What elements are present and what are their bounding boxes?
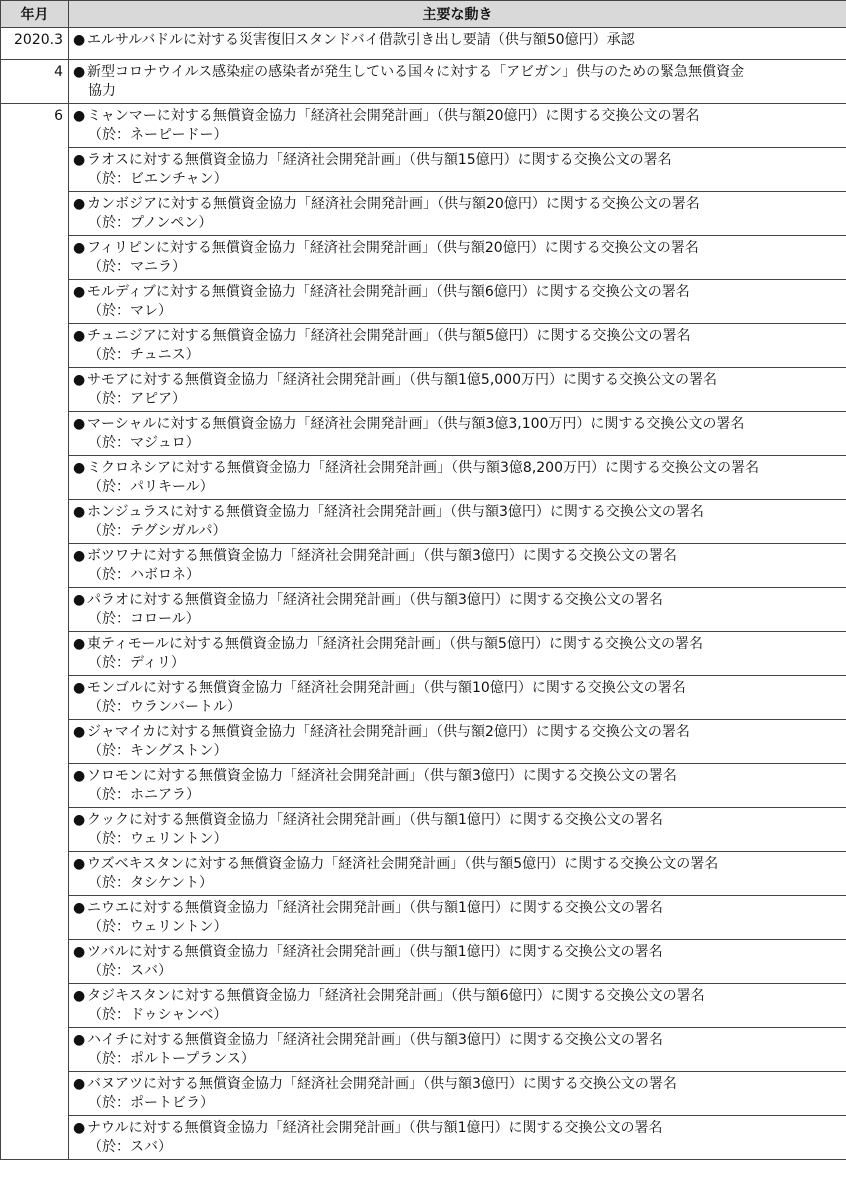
list-item — [69, 895, 846, 939]
item-text-continued: （於：マジュロ） — [88, 435, 200, 451]
item-text: ボツワナに対する無償資金協力「経済社会開発計画」（供与額3億円）に関する交換公文の署名 — [87, 548, 677, 564]
bullet-icon: ● — [73, 636, 86, 652]
item-text-continued: （於：ホニアラ） — [88, 787, 200, 803]
table-row — [1, 60, 846, 104]
bullet-icon: ● — [73, 284, 86, 300]
list-item — [69, 587, 846, 631]
table-row — [1, 104, 846, 1160]
list-item — [69, 455, 846, 499]
item-text: ミクロネシアに対する無償資金協力「経済社会開発計画」（供与額3億8,200万円）に関する交換公文の署名 — [87, 460, 759, 476]
item-text: サモアに対する無償資金協力「経済社会開発計画」（供与額1億5,000万円）に関する交換公文の署名 — [87, 372, 717, 388]
item-text-continued: （於：ポートビラ） — [88, 1095, 214, 1111]
list-item — [69, 235, 846, 279]
column-header-moves: 主要な動き — [69, 1, 846, 28]
row-moves — [69, 28, 846, 60]
item-text-continued: （於：タシケント） — [88, 875, 214, 891]
item-text: マーシャルに対する無償資金協力「経済社会開発計画」（供与額3億3,100万円）に関する交換公文の署名 — [87, 416, 745, 432]
item-text-continued: （於：ビエンチャン） — [88, 171, 228, 187]
item-text-continued: 協力 — [88, 83, 116, 99]
item-text-continued: （於：ハボロネ） — [88, 567, 200, 583]
item-text-continued: （於：ウェリントン） — [88, 831, 228, 847]
item-text: ミャンマーに対する無償資金協力「経済社会開発計画」（供与額20億円）に関する交換公文の署名 — [87, 108, 700, 124]
item-text: モンゴルに対する無償資金協力「経済社会開発計画」（供与額10億円）に関する交換公文の署名 — [87, 680, 686, 696]
bullet-icon: ● — [73, 1076, 86, 1092]
list-item — [69, 939, 846, 983]
item-text-continued: （於：スバ） — [88, 1139, 172, 1155]
item-text-continued: （於：ドゥシャンベ） — [88, 1007, 228, 1023]
list-item — [69, 279, 846, 323]
list-item — [69, 411, 846, 455]
item-text-continued: （於：テグシガルパ） — [88, 523, 227, 539]
bullet-icon: ● — [73, 32, 86, 48]
item-text: ラオスに対する無償資金協力「経済社会開発計画」（供与額15億円）に関する交換公文の署名 — [87, 152, 672, 168]
bullet-icon: ● — [73, 988, 86, 1004]
list-item — [69, 191, 846, 235]
list-item — [69, 147, 846, 191]
item-text-continued: （於：ウェリントン） — [88, 919, 228, 935]
item-text: ソロモンに対する無償資金協力「経済社会開発計画」（供与額3億円）に関する交換公文の署名 — [87, 768, 677, 784]
item-text: 新型コロナウイルス感染症の感染者が発生している国々に対する「アビガン」供与のための緊急無償資金 — [87, 64, 745, 80]
item-text-continued: （於：スバ） — [88, 963, 172, 979]
item-text: パラオに対する無償資金協力「経済社会開発計画」（供与額3億円）に関する交換公文の署名 — [87, 592, 663, 608]
item-text: 東ティモールに対する無償資金協力「経済社会開発計画」（供与額5億円）に関する交換公文の署名 — [87, 636, 703, 652]
bullet-icon: ● — [73, 108, 86, 124]
bullet-icon: ● — [73, 768, 86, 784]
row-date: 2020.3 — [1, 28, 69, 60]
item-text-continued: （於：マニラ） — [88, 259, 186, 275]
list-item — [69, 1115, 846, 1159]
bullet-icon: ● — [73, 548, 86, 564]
item-text-continued: （於：ウランバートル） — [88, 699, 242, 715]
item-text: カンボジアに対する無償資金協力「経済社会開発計画」（供与額20億円）に関する交換公文の署名 — [87, 196, 700, 212]
bullet-icon: ● — [73, 152, 86, 168]
bullet-icon: ● — [73, 592, 86, 608]
list-item — [69, 1027, 846, 1071]
bullet-icon: ● — [73, 416, 86, 432]
list-item — [69, 1071, 846, 1115]
item-text-continued: （於：キングストン） — [88, 743, 228, 759]
list-item — [69, 60, 846, 103]
bullet-icon: ● — [73, 504, 86, 520]
list-item — [69, 631, 846, 675]
item-text: エルサルバドルに対する災害復旧スタンドバイ借款引き出し要請（供与額50億円）承認 — [87, 32, 635, 48]
item-text: チュニジアに対する無償資金協力「経済社会開発計画」（供与額5億円）に関する交換公文の署名 — [87, 328, 691, 344]
bullet-icon: ● — [73, 812, 86, 828]
list-item — [69, 499, 846, 543]
list-item — [69, 323, 846, 367]
list-item — [69, 719, 846, 763]
bullet-icon: ● — [73, 944, 86, 960]
bullet-icon: ● — [73, 724, 86, 740]
item-text-continued: （於：アピア） — [88, 391, 186, 407]
column-header-month: 年月 — [1, 1, 69, 28]
list-item — [69, 367, 846, 411]
bullet-icon: ● — [73, 64, 86, 80]
bullet-icon: ● — [73, 1032, 86, 1048]
item-text: ジャマイカに対する無償資金協力「経済社会開発計画」（供与額2億円）に関する交換公文の署名 — [87, 724, 690, 740]
list-item — [69, 675, 846, 719]
bullet-icon: ● — [73, 372, 86, 388]
list-item — [69, 807, 846, 851]
bullet-icon: ● — [73, 328, 86, 344]
bullet-icon: ● — [73, 856, 86, 872]
item-text: クックに対する無償資金協力「経済社会開発計画」（供与額1億円）に関する交換公文の署名 — [87, 812, 663, 828]
item-text-continued: （於：ポルトープランス） — [88, 1051, 255, 1067]
item-text-continued: （於：パリキール） — [88, 479, 214, 495]
item-text: ホンジュラスに対する無償資金協力「経済社会開発計画」（供与額3億円）に関する交換公文の署名 — [87, 504, 704, 520]
item-text-continued: （於：コロール） — [88, 611, 200, 627]
table-row — [1, 28, 846, 60]
list-item — [69, 28, 846, 52]
bullet-icon: ● — [73, 460, 86, 476]
item-text: モルディブに対する無償資金協力「経済社会開発計画」（供与額6億円）に関する交換公文の署名 — [87, 284, 690, 300]
row-moves — [69, 60, 846, 104]
item-text: ニウエに対する無償資金協力「経済社会開発計画」（供与額1億円）に関する交換公文の署名 — [87, 900, 663, 916]
list-item — [69, 763, 846, 807]
bullet-icon: ● — [73, 1120, 86, 1136]
item-text: フィリピンに対する無償資金協力「経済社会開発計画」（供与額20億円）に関する交換公文の署名 — [87, 240, 699, 256]
item-text-continued: （於：ネーピードー） — [88, 127, 228, 143]
item-text-continued: （於：マレ） — [88, 303, 172, 319]
item-text: ハイチに対する無償資金協力「経済社会開発計画」（供与額3億円）に関する交換公文の署名 — [87, 1032, 663, 1048]
item-text-continued: （於：ディリ） — [88, 655, 185, 671]
item-text: ツバルに対する無償資金協力「経済社会開発計画」（供与額1億円）に関する交換公文の署名 — [87, 944, 663, 960]
row-date: 6 — [1, 104, 69, 1160]
list-item — [69, 543, 846, 587]
bullet-icon: ● — [73, 240, 86, 256]
table-header-row — [1, 1, 846, 28]
bullet-icon: ● — [73, 900, 86, 916]
item-text: ナウルに対する無償資金協力「経済社会開発計画」（供与額1億円）に関する交換公文の署名 — [87, 1120, 663, 1136]
list-item — [69, 983, 846, 1027]
list-item — [69, 851, 846, 895]
row-date: 4 — [1, 60, 69, 104]
bullet-icon: ● — [73, 680, 86, 696]
item-text: タジキスタンに対する無償資金協力「経済社会開発計画」（供与額6億円）に関する交換公文の署名 — [87, 988, 705, 1004]
list-item — [69, 104, 846, 147]
item-text-continued: （於：プノンペン） — [88, 215, 213, 231]
item-text: バヌアツに対する無償資金協力「経済社会開発計画」（供与額3億円）に関する交換公文の署名 — [87, 1076, 677, 1092]
bullet-icon: ● — [73, 196, 86, 212]
item-text: ウズベキスタンに対する無償資金協力「経済社会開発計画」（供与額5億円）に関する交換公文の署名 — [87, 856, 719, 872]
item-text-continued: （於：チュニス） — [88, 347, 200, 363]
row-moves — [69, 104, 846, 1160]
